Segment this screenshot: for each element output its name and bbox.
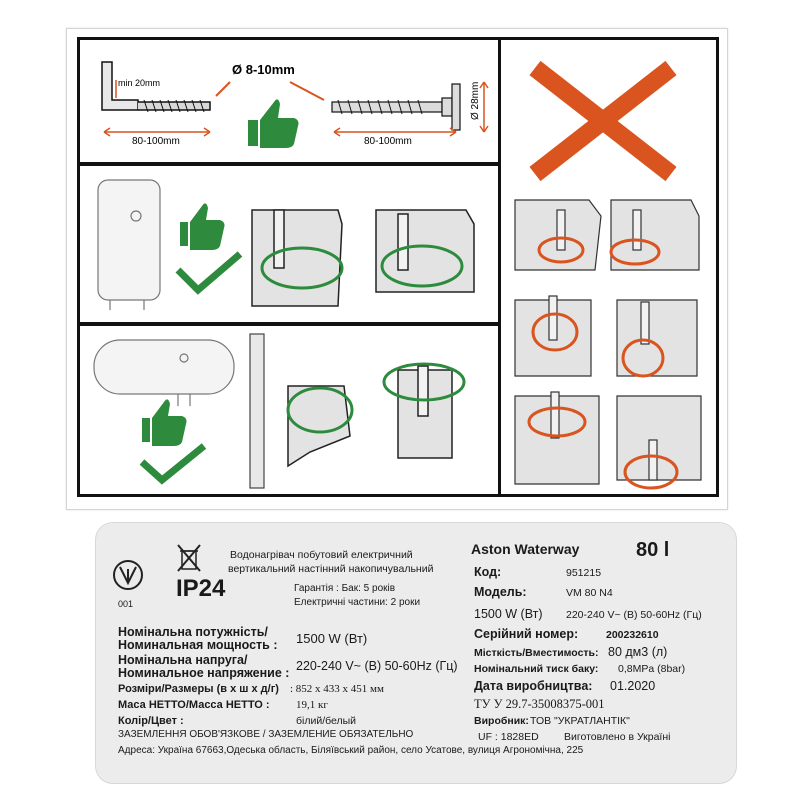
min-label: min 20mm [118, 78, 161, 88]
brand-name: Aston Waterway [471, 541, 580, 557]
model-key: Модель: [474, 585, 527, 599]
power-key-2: Номинальная мощность : [118, 638, 278, 652]
dimensions-key: Розміри/Размеры (в х ш х д/г) [118, 683, 279, 695]
power-line-b: 220-240 V~ (В) 50-60Hz (Гц) [566, 609, 702, 621]
pressure-value: 0,8MPa (8bar) [618, 663, 686, 675]
capacity-short: 80 l [636, 539, 670, 561]
mounting-bracket-icon [250, 334, 264, 488]
thumbs-up-icon [142, 399, 187, 446]
panel-vertical-heater [77, 163, 502, 325]
date-key: Дата виробництва: [474, 679, 593, 693]
model-value: VM 80 N4 [566, 587, 613, 599]
rating-label [95, 522, 737, 784]
cross-icon [535, 68, 671, 174]
diameter-label: Ø 8-10mm [232, 62, 295, 77]
serial-value: 200232610 [606, 629, 659, 641]
color-key: Колір/Цвет : [118, 715, 184, 727]
checkmark-icon [142, 446, 204, 480]
panel-incorrect-mounting [498, 37, 719, 497]
panel-bolt-specs [77, 37, 502, 165]
pressure-key: Номінальний тиск баку: [474, 663, 599, 675]
voltage-value: 220-240 V~ (В) 50-60Hz (Гц) [296, 659, 458, 673]
checkmark-icon [178, 254, 240, 290]
product-title-line1: Водонагрівач побутовий електричний [230, 549, 413, 561]
ukrsepro-code: 001 [118, 599, 134, 609]
vertical-heater-drawing [80, 166, 499, 322]
thumbs-up-icon [180, 203, 225, 250]
code-key: Код: [474, 565, 502, 579]
color-value: білий/белый [296, 715, 357, 727]
voltage-key-2: Номинальное напряжение : [118, 666, 290, 680]
uf-code: UF : 1828ED [478, 731, 539, 743]
warranty-line1: Гарантія : Бак: 5 років [294, 583, 396, 594]
thumbs-up-icon [248, 99, 299, 148]
manufacturer-address: Адреса: Україна 67663,Одеська область, Біляївський район, село Усатове, вулиця Агрономічна, 225 [118, 745, 584, 756]
diameter-arrows [216, 82, 324, 100]
hook-mount-detail-icon [398, 366, 452, 458]
mass-value: 19,1 кг [296, 699, 328, 711]
code-value: 951215 [566, 567, 602, 579]
installation-sheet [66, 28, 728, 510]
volume-value: 80 дм3 (л) [608, 645, 668, 659]
wrong-mount-icon [617, 396, 701, 480]
mass-key: Маса НЕТТО/Масса НЕТТО : [118, 699, 270, 711]
weee-bin-icon [176, 543, 202, 573]
panel-horizontal-heater [77, 323, 502, 497]
date-value: 01.2020 [610, 679, 656, 693]
product-title-line2: вертикальний настінний накопичувальний [228, 563, 434, 575]
maker-value: ТОВ "УКРАТЛАНТІК" [530, 715, 630, 727]
power-line-a: 1500 W (Вт) [474, 607, 543, 621]
vertical-heater-icon [98, 180, 160, 310]
tu-standard: ТУ У 29.7-35008375-001 [474, 697, 605, 711]
serial-key: Серійний номер: [474, 627, 579, 641]
horizontal-heater-drawing [80, 326, 499, 494]
length-label-2: 80-100mm [364, 136, 412, 147]
anchor-bolt-icon [332, 84, 460, 130]
power-value: 1500 W (Вт) [296, 631, 368, 646]
length-label-1: 80-100mm [132, 136, 180, 147]
length-arrow-1 [104, 128, 210, 136]
wrong-mount-icon [515, 296, 591, 376]
washer-label: Ø 28mm [470, 81, 481, 120]
made-in: Виготовлено в Україні [564, 731, 671, 743]
dimensions-value: : 852 х 433 х 451 мм [290, 683, 384, 695]
wrong-mount-icon [515, 200, 601, 270]
voltage-key-1: Номінальна напруга/ [118, 653, 248, 667]
wrong-mount-icon [515, 392, 599, 484]
power-key-1: Номінальна потужність/ [118, 625, 268, 639]
warranty-line2: Електричні частини: 2 роки [294, 597, 421, 608]
ukrsepro-mark-icon [110, 557, 146, 601]
wrong-mount-icon [617, 300, 697, 376]
bolt-specs-drawing [80, 40, 499, 162]
grounding-notice: ЗАЗЕМЛЕННЯ ОБОВ'ЯЗКОВЕ / ЗАЗЕМЛЕНИЕ ОБЯЗАТЕЛЬНО [118, 729, 414, 740]
volume-key: Місткість/Вместимость: [474, 647, 599, 659]
ip-rating: IP24 [176, 575, 226, 602]
horizontal-heater-icon [94, 340, 234, 406]
maker-key: Виробник: [474, 715, 529, 727]
incorrect-mounting-drawing [501, 40, 716, 494]
